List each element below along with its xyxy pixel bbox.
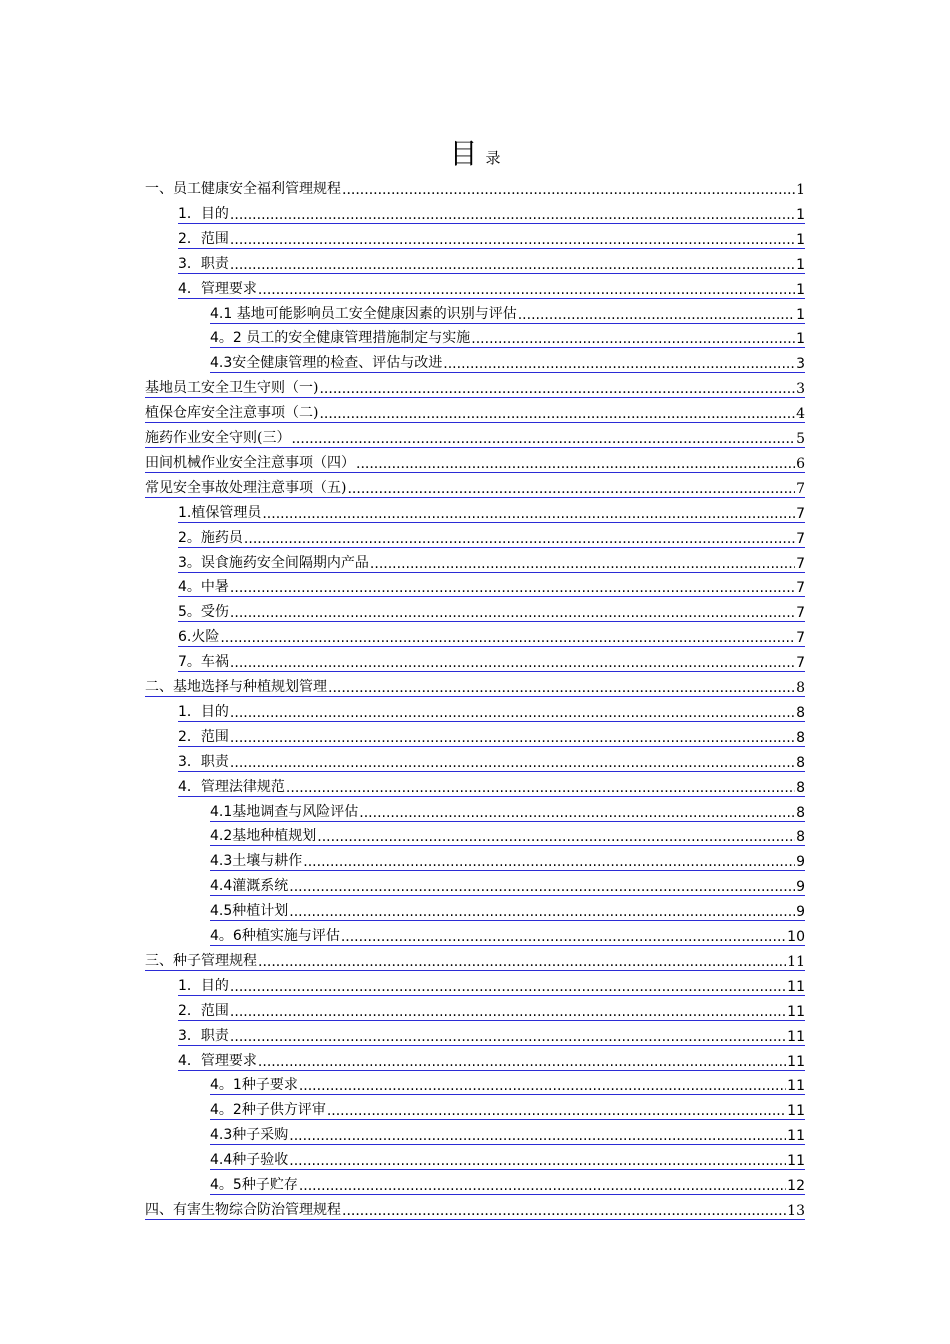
- toc-entry-title: 三、种子管理规程: [145, 952, 257, 969]
- toc-leader-dots: [289, 879, 795, 895]
- toc-leader-dots: [289, 1128, 786, 1144]
- toc-entry-title: 常见安全事故处理注意事项（五): [145, 479, 347, 496]
- toc-leader-dots: [342, 1203, 786, 1219]
- toc-entry[interactable]: [210, 846, 805, 871]
- toc-entry[interactable]: [178, 622, 805, 647]
- toc-entry-page-number: 1: [796, 206, 805, 223]
- toc-entry-title: 4.3安全健康管理的检查、评估与改进: [210, 355, 443, 372]
- toc-entry-page-number: 1: [796, 281, 805, 298]
- toc-entry-page-number: 9: [796, 904, 805, 921]
- toc-entry-title: 4。5种子贮存: [210, 1177, 298, 1193]
- toc-entry-title: 田间机械作业安全注意事项（四）: [145, 454, 355, 471]
- toc-entry-page-number: 7: [796, 605, 805, 622]
- toc-leader-dots: [319, 381, 795, 397]
- toc-entry[interactable]: [210, 871, 805, 896]
- toc-entry-title: 4。6种植实施与评估: [210, 928, 340, 944]
- toc-entry-title: 基地员工安全卫生守则（一): [145, 380, 319, 397]
- toc-entry-page-number: 1: [796, 306, 805, 323]
- toc-leader-dots: [342, 182, 795, 198]
- toc-entry-title: 3．职责: [178, 255, 229, 272]
- toc-entry-page-number: 7: [796, 555, 805, 572]
- toc-leader-dots: [327, 1103, 786, 1119]
- toc-entry[interactable]: [145, 946, 805, 971]
- toc-entry-page-number: 11: [787, 1078, 805, 1095]
- toc-entry[interactable]: [145, 473, 805, 498]
- toc-entry[interactable]: [145, 398, 805, 423]
- toc-entry-page-number: 8: [796, 804, 805, 821]
- toc-leader-dots: [347, 481, 795, 497]
- toc-entry[interactable]: [145, 1195, 805, 1220]
- toc-entry[interactable]: [178, 697, 805, 722]
- toc-entry-title: 4.5种植计划: [210, 903, 289, 920]
- toc-entry-page-number: 8: [796, 729, 805, 746]
- toc-entry-title: 1．目的: [178, 703, 229, 720]
- toc-entry-page-number: 8: [796, 829, 805, 846]
- toc-leader-dots: [230, 605, 795, 621]
- toc-leader-dots: [370, 556, 795, 572]
- toc-entry-title: 2．范围: [178, 230, 229, 247]
- toc-entry-page-number: 11: [787, 1128, 805, 1145]
- toc-entry[interactable]: [178, 199, 805, 224]
- toc-entry-page-number: 8: [796, 704, 805, 721]
- toc-entry[interactable]: [145, 672, 805, 697]
- toc-leader-dots: [289, 904, 795, 920]
- toc-entry-title: 4.1基地调查与风险评估: [210, 803, 359, 820]
- toc-entry-page-number: 11: [787, 953, 805, 970]
- toc-entry-title: 2。施药员: [178, 529, 243, 546]
- toc-leader-dots: [471, 331, 795, 347]
- toc-entry[interactable]: [210, 348, 805, 373]
- toc-leader-dots: [230, 580, 795, 596]
- toc-entry-page-number: 1: [796, 182, 805, 198]
- toc-entry-title: 6.火险: [178, 629, 220, 646]
- toc-entry-page-number: 1: [796, 331, 805, 348]
- toc-entry[interactable]: [145, 423, 805, 448]
- toc-entry[interactable]: [178, 1046, 805, 1071]
- toc-entry[interactable]: [210, 797, 805, 822]
- toc-entry[interactable]: [210, 921, 805, 946]
- toc-leader-dots: [230, 232, 795, 248]
- toc-entry-page-number: 5: [796, 431, 805, 447]
- toc-leader-dots: [317, 829, 795, 845]
- toc-entry[interactable]: [178, 249, 805, 274]
- toc-entry: [145, 174, 805, 198]
- toc-entry[interactable]: [178, 722, 805, 747]
- toc-leader-dots: [220, 630, 795, 646]
- toc-entry-page-number: 11: [787, 1153, 805, 1170]
- toc-entry-title: 4。2种子供方评审: [210, 1102, 326, 1119]
- toc-entry[interactable]: [210, 1145, 805, 1170]
- toc-entry-title: 3．职责: [178, 1027, 229, 1044]
- toc-entry-title: 1．目的: [178, 977, 229, 994]
- toc-entry[interactable]: [178, 523, 805, 548]
- toc-entry[interactable]: [178, 548, 805, 573]
- toc-entry[interactable]: [178, 1021, 805, 1046]
- toc-entry-title: 4。中暑: [178, 579, 229, 596]
- toc-entry[interactable]: [178, 498, 805, 523]
- toc-entry-title: 4.3种子采购: [210, 1127, 289, 1144]
- toc-entry[interactable]: [178, 572, 805, 597]
- toc-leader-dots: [299, 1078, 786, 1094]
- toc-entry[interactable]: [210, 1095, 805, 1120]
- toc-entry-title: 4。2 员工的安全健康管理措施制定与实施: [210, 330, 471, 347]
- toc-entry-page-number: 13: [787, 1202, 805, 1219]
- toc-leader-dots: [319, 406, 795, 422]
- toc-leader-dots: [230, 257, 795, 273]
- toc-entry-page-number: 7: [796, 530, 805, 547]
- toc-entry-page-number: 11: [787, 1053, 805, 1070]
- toc-entry[interactable]: [210, 1120, 805, 1145]
- toc-entry-title: 4．管理要求: [178, 1052, 257, 1069]
- toc-entry-page-number: 7: [796, 505, 805, 522]
- toc-leader-dots: [230, 1029, 786, 1045]
- toc-leader-dots: [303, 854, 795, 870]
- toc-entry-page-number: 8: [796, 680, 805, 696]
- toc-entry[interactable]: [210, 299, 805, 324]
- toc-entry-title: 1.植保管理员: [178, 504, 262, 521]
- toc-entry-page-number: 11: [787, 1003, 805, 1020]
- toc-entry-title: 4.2基地种植规划: [210, 828, 317, 845]
- toc-entry-page-number: 9: [796, 854, 805, 871]
- toc-entry[interactable]: [210, 821, 805, 846]
- toc-leader-dots: [258, 954, 786, 970]
- toc-entry-title: 3．职责: [178, 753, 229, 770]
- toc-leader-dots: [230, 979, 786, 995]
- toc-entry-page-number: 11: [787, 1103, 805, 1120]
- toc-leader-dots: [258, 1054, 786, 1070]
- toc-entry[interactable]: [178, 224, 805, 249]
- toc-leader-dots: [230, 1004, 786, 1020]
- toc-entry-page-number: 12: [787, 1178, 805, 1194]
- toc-entry[interactable]: [145, 373, 805, 398]
- toc-entry-page-number: 1: [796, 231, 805, 248]
- toc-leader-dots: [289, 1153, 786, 1169]
- toc-leader-dots: [262, 506, 795, 522]
- toc-entry[interactable]: [178, 647, 805, 672]
- toc-entry-title: 一、员工健康安全福利管理规程: [145, 181, 341, 197]
- toc-entry-page-number: 3: [796, 381, 805, 398]
- toc-leader-dots: [328, 680, 795, 696]
- toc-entry-page-number: 8: [796, 754, 805, 771]
- toc-leader-dots: [230, 730, 795, 746]
- toc-entry-title: 4．管理法律规范: [178, 778, 285, 795]
- toc-entry[interactable]: [178, 597, 805, 622]
- toc-entry-title: 4.4种子验收: [210, 1152, 289, 1169]
- toc-title-sub: 录: [485, 149, 501, 167]
- toc-entry-page-number: 4: [796, 406, 805, 423]
- toc-entry[interactable]: [178, 274, 805, 299]
- toc-entry[interactable]: [210, 896, 805, 921]
- toc-entry-page-number: 8: [796, 779, 805, 796]
- toc-entry-title: 5。受伤: [178, 604, 229, 621]
- toc-entry-page-number: 11: [787, 978, 805, 995]
- toc-entry-page-number: 1: [796, 256, 805, 273]
- toc-leader-dots: [299, 1178, 786, 1194]
- toc-entry-title: 4.4灌溉系统: [210, 878, 289, 895]
- toc-entry-title: 四、有害生物综合防治管理规程: [145, 1201, 341, 1218]
- toc-entry-page-number: 10: [787, 929, 805, 945]
- toc-entry-page-number: 7: [796, 655, 805, 672]
- toc-leader-dots: [286, 780, 795, 796]
- toc-entry-page-number: 9: [796, 879, 805, 896]
- toc-entry-title: 4.1 基地可能影响员工安全健康因素的识别与评估: [210, 305, 517, 322]
- toc-entry-page-number: 7: [796, 580, 805, 597]
- toc-entry-title: 7。车祸: [178, 654, 229, 671]
- toc-entry[interactable]: [178, 971, 805, 996]
- toc-entry[interactable]: [178, 996, 805, 1021]
- toc-leader-dots: [230, 655, 795, 671]
- toc-entry-page-number: 7: [796, 630, 805, 647]
- toc-entry-page-number: 6: [796, 455, 805, 472]
- toc-entry[interactable]: [178, 772, 805, 797]
- toc-entry-title: 4．管理要求: [178, 280, 257, 297]
- toc-entry-page-number: 3: [796, 356, 805, 373]
- toc-entry[interactable]: [210, 323, 805, 348]
- toc-leader-dots: [356, 456, 795, 472]
- toc-entry[interactable]: [210, 1070, 805, 1095]
- toc-leader-dots: [258, 282, 795, 298]
- toc-title-main: 目: [449, 137, 478, 170]
- toc-entry-title: 4.3土壤与耕作: [210, 853, 303, 870]
- toc-entry-title: 3。误食施药安全间隔期内产品: [178, 554, 369, 571]
- toc-title: [0, 132, 950, 172]
- toc-entry-title: 施药作业安全守则(三）: [145, 430, 291, 446]
- toc-entry-title: 2．范围: [178, 1002, 229, 1019]
- toc-leader-dots: [244, 531, 795, 547]
- toc-entry-page-number: 7: [796, 480, 805, 497]
- toc-entry-title: 2．范围: [178, 728, 229, 745]
- toc-leader-dots: [341, 929, 786, 945]
- toc-leader-dots: [443, 356, 795, 372]
- toc-leader-dots: [518, 307, 795, 323]
- toc-leader-dots: [230, 207, 795, 223]
- toc-entry-title: 植保仓库安全注意事项（二): [145, 405, 319, 422]
- toc-entry-title: 4。1种子要求: [210, 1077, 298, 1094]
- toc-leader-dots: [230, 755, 795, 771]
- toc-leader-dots: [230, 705, 795, 721]
- toc-entry-title: 二、基地选择与种植规划管理: [145, 679, 327, 695]
- toc-entry-title: 1．目的: [178, 205, 229, 222]
- toc-entry[interactable]: [178, 747, 805, 772]
- toc-entry[interactable]: [210, 1170, 805, 1195]
- toc-entry[interactable]: [145, 448, 805, 473]
- toc-leader-dots: [291, 431, 795, 447]
- toc-entry-page-number: 11: [787, 1028, 805, 1045]
- toc-leader-dots: [359, 805, 795, 821]
